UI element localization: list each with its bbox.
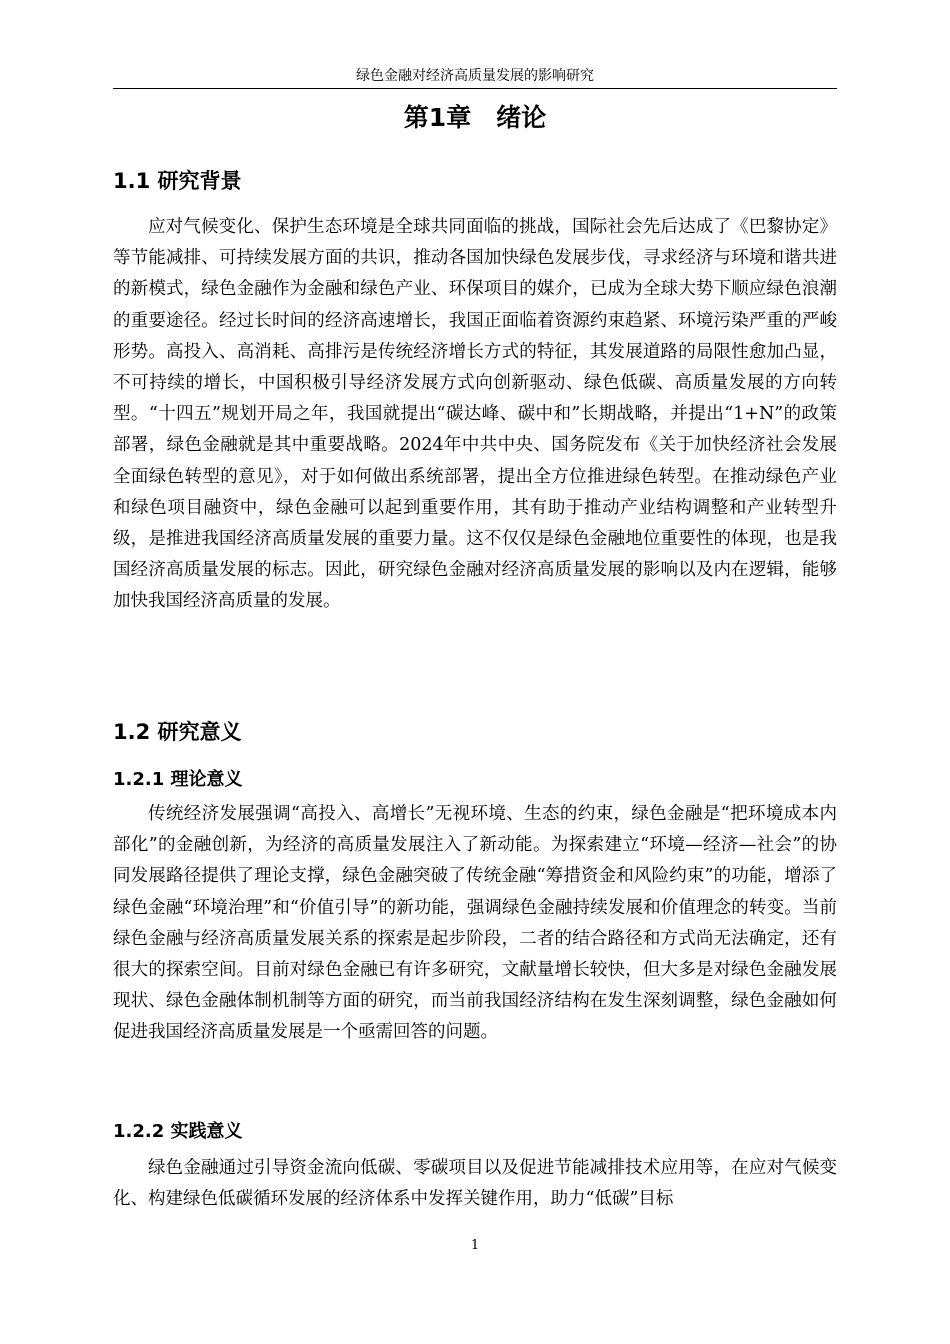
page-number: 1 <box>470 1238 480 1253</box>
running-header: 绿色金融对经济高质量发展的影响研究 <box>356 68 594 84</box>
subsection-heading-1-2-1: 1.2.1 理论意义 <box>113 769 243 790</box>
chapter-title: 第1章 绪论 <box>403 103 547 132</box>
paragraph-theoretical-significance: 传统经济发展强调“高投入、高增长”无视环境、生态的约束，绿色金融是“把环境成本内部化”的金融创新，为经济的高质量发展注入了新动能。为探索建立“环境—经济—社会”的协同发展路径提供了理论支撑，绿色金融突破了传统金融“筹措资金和风险约束”的功能，增添了绿色金融“环境治理”和“价值引导”的新功能，强调绿色金融持续发展和价值理念的转变。当前绿色金融与经济高质量发展关系的探索是起步阶段，二者的结合路径和方式尚无法确定，还有很大的探索空间。目前对绿色金融已有许多研究，文献量增长较快，但大多是对绿色金融发展现状、绿色金融体制机制等方面的研究，而当前我国经济结构在发生深刻调整，绿色金融如何促进我国经济高质量发展是一个亟需回答的问题。 <box>113 804 837 1043</box>
paragraph-practical-significance: 绿色金融通过引导资金流向低碳、零碳项目以及促进节能减排技术应用等，在应对气候变化、构建绿色低碳循环发展的经济体系中发挥关键作用，助力“低碳”目标 <box>113 1158 837 1210</box>
paragraph-research-background: 应对气候变化、保护生态环境是全球共同面临的挑战，国际社会先后达成了《巴黎协定》等节能减排、可持续发展方面的共识，推动各国加快绿色发展步伐，寻求经济与环境和谐共进的新模式，绿色金融作为金融和绿色产业、环保项目的媒介，已成为全球大势下顺应绿色浪潮的重要途径。经过长时间的经济高速增长，我国正面临着资源约束趋紧、环境污染严重的严峻形势。高投入、高消耗、高排污是传统经济增长方式的特征，其发展道路的局限性愈加凸显，不可持续的增长，中国积极引导经济发展方式向创新驱动、绿色低碳、高质量发展的方向转型。“十四五”规划开局之年，我国就提出“碳达峰、碳中和”长期战略，并提出“1+N”的政策部署，绿色金融就是其中重要战略。2024年中共中央、国务院发布《关于加快经济社会发展全面绿色转型的意见》，对于如何做出系统部署，提出全方位推进绿色转型。在推动绿色产业和绿色项目融资中，绿色金融可以起到重要作用，其有助于推动产业结构调整和产业转型升级，是推进我国经济高质量发展的重要力量。这不仅仅是绿色金融地位重要性的体现，也是我国经济高质量发展的标志。因此，研究绿色金融对经济高质量发展的影响以及内在逻辑，能够加快我国经济高质量的发展。 <box>113 217 837 612</box>
subsection-heading-1-2-2: 1.2.2 实践意义 <box>113 1121 243 1142</box>
section-heading-1-2: 1.2 研究意义 <box>113 720 242 744</box>
section-heading-1-1: 1.1 研究背景 <box>113 169 242 193</box>
header-rule <box>113 88 837 89</box>
